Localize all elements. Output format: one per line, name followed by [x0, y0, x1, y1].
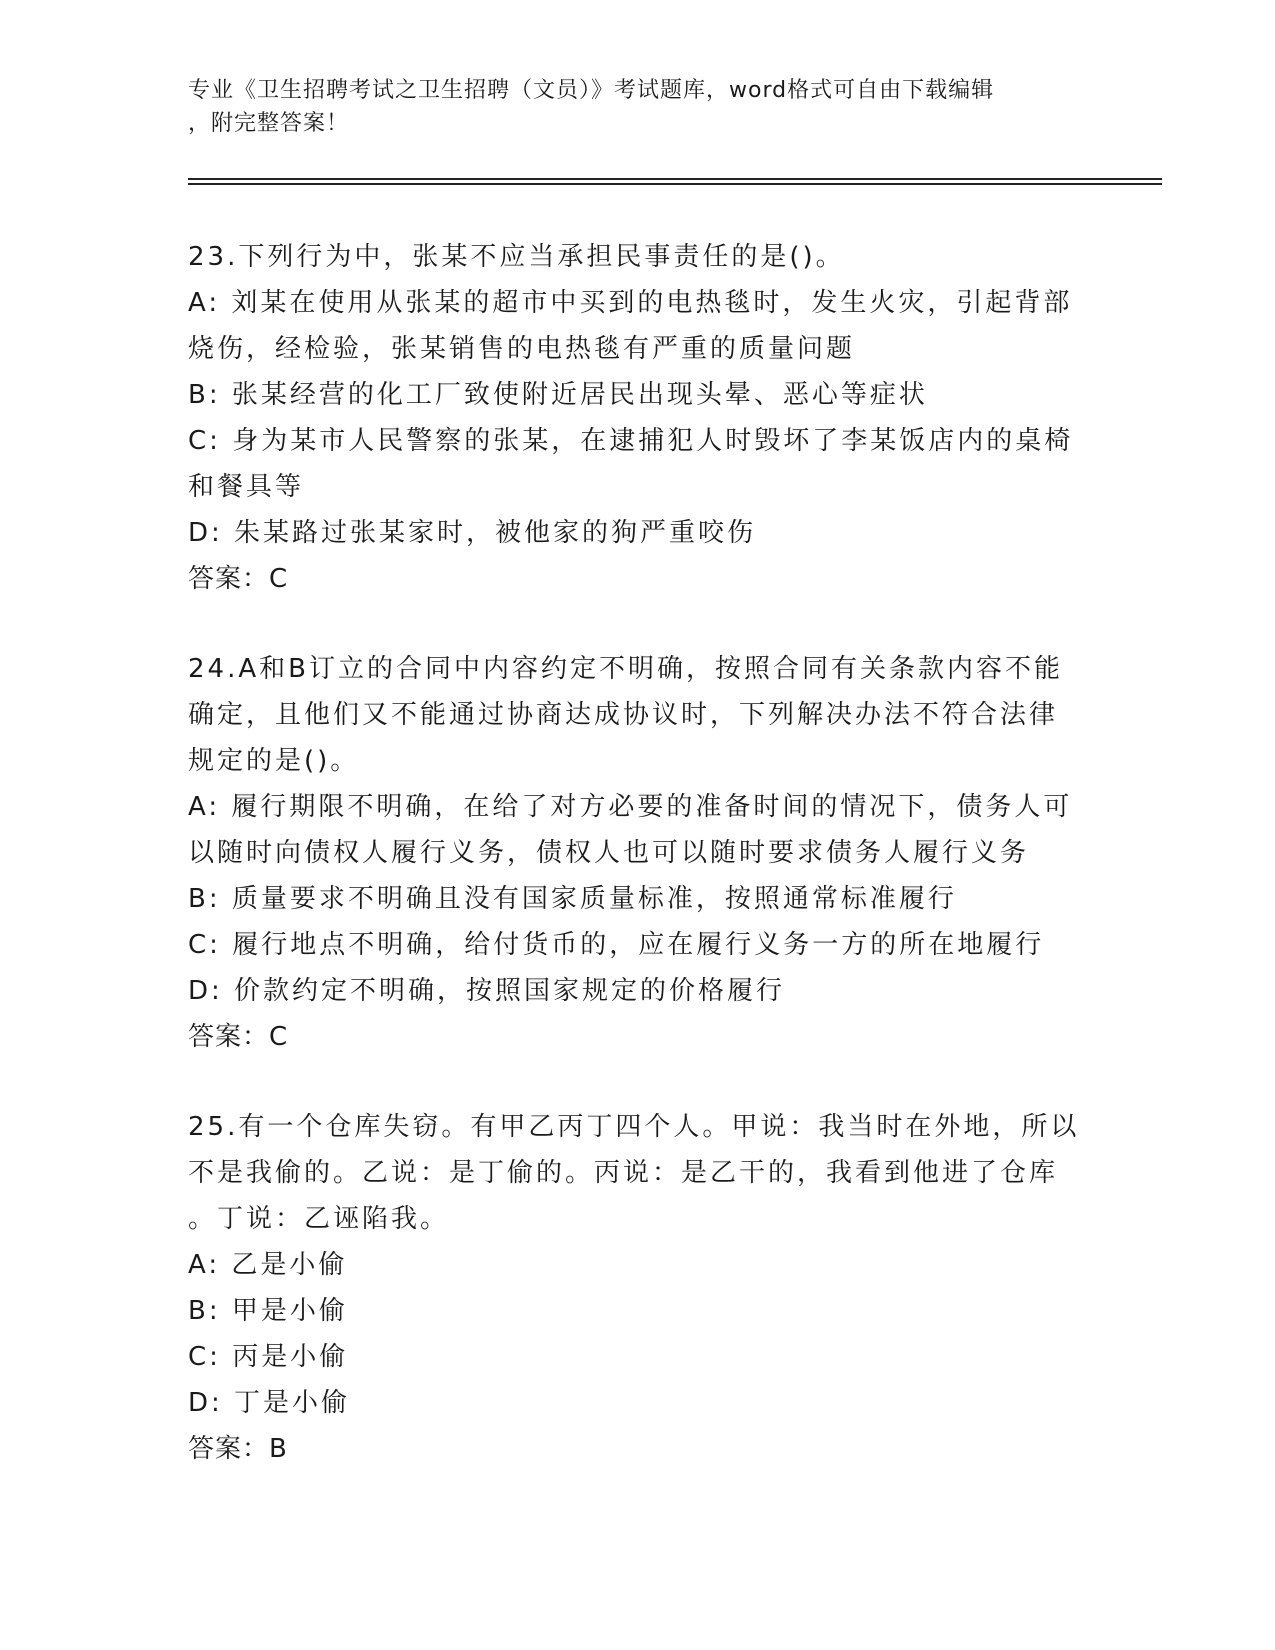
option-text: 履行期限不明确，在给了对方必要的准备时间的情况下，债务人可	[231, 792, 1073, 822]
option-text: 张某经营的化工厂致使附近居民出现头晕、恶心等症状	[231, 380, 928, 410]
option-letter: B:	[188, 1296, 221, 1326]
document-header	[188, 74, 1088, 140]
option-b	[188, 1288, 1088, 1334]
header-rule-bottom	[188, 183, 1162, 185]
option-letter: D:	[188, 1388, 223, 1418]
option-text: 质量要求不明确且没有国家质量标准，按照通常标准履行	[231, 884, 957, 914]
option-text-continued: 和餐具等	[188, 472, 305, 502]
question-list	[188, 234, 1088, 1516]
option-text: 价款约定不明确，按照国家规定的价格履行	[234, 976, 786, 1006]
option-a	[188, 280, 1088, 372]
question-stem-continued: 。丁说：乙诬陷我。	[188, 1204, 450, 1234]
option-letter: C:	[188, 426, 221, 456]
option-text: 丁是小偷	[234, 1388, 351, 1418]
question-23	[188, 234, 1088, 602]
answer-label: 答案：C	[188, 1022, 289, 1052]
option-letter: B:	[188, 884, 221, 914]
option-d	[188, 968, 1088, 1014]
question-stem: 24.A和B订立的合同中内容约定不明确，按照合同有关条款内容不能	[188, 654, 1063, 684]
option-text: 甲是小偷	[231, 1296, 348, 1326]
question-24	[188, 646, 1088, 1060]
option-text: 刘某在使用从张某的超市中买到的电热毯时，发生火灾，引起背部	[231, 288, 1073, 318]
option-c	[188, 418, 1088, 510]
option-a	[188, 1242, 1088, 1288]
option-letter: C:	[188, 930, 221, 960]
question-stem-continued: 确定，且他们又不能通过协商达成协议时，下列解决办法不符合法律	[188, 700, 1059, 730]
option-b	[188, 372, 1088, 418]
question-stem: 23.下列行为中，张某不应当承担民事责任的是()。	[188, 242, 845, 272]
option-text-continued: 烧伤，经检验，张某销售的电热毯有严重的质量问题	[188, 334, 856, 364]
question-25	[188, 1104, 1088, 1472]
option-text-continued: 以随时向债权人履行义务，债权人也可以随时要求债务人履行义务	[188, 838, 1030, 868]
option-letter: B:	[188, 380, 221, 410]
answer-label: 答案：C	[188, 564, 289, 594]
option-text: 乙是小偷	[231, 1250, 348, 1280]
header-line-2: ，附完整答案！	[188, 111, 350, 136]
option-text: 身为某市人民警察的张某，在逮捕犯人时毁坏了李某饭店内的桌椅	[232, 426, 1074, 456]
option-text: 丙是小偷	[232, 1342, 349, 1372]
option-letter: C:	[188, 1342, 221, 1372]
option-letter: A:	[188, 1250, 221, 1280]
option-c	[188, 922, 1088, 968]
header-line-1: 专业《卫生招聘考试之卫生招聘（文员）》考试题库，word格式可自由下载编辑	[188, 78, 995, 103]
option-letter: D:	[188, 518, 223, 548]
option-d	[188, 1380, 1088, 1426]
header-rule-top	[188, 178, 1162, 180]
question-stem-continued: 规定的是()。	[188, 746, 360, 776]
answer-label: 答案：B	[188, 1434, 288, 1464]
question-stem-continued: 不是我偷的。乙说：是丁偷的。丙说：是乙干的，我看到他进了仓库	[188, 1158, 1059, 1188]
option-b	[188, 876, 1088, 922]
option-text: 履行地点不明确，给付货币的，应在履行义务一方的所在地履行	[232, 930, 1045, 960]
option-c	[188, 1334, 1088, 1380]
option-letter: A:	[188, 288, 221, 318]
option-letter: D:	[188, 976, 223, 1006]
option-letter: A:	[188, 792, 221, 822]
option-a	[188, 784, 1088, 876]
question-stem: 25.有一个仓库失窃。有甲乙丙丁四个人。甲说：我当时在外地，所以	[188, 1112, 1080, 1142]
option-d	[188, 510, 1088, 556]
option-text: 朱某路过张某家时，被他家的狗严重咬伤	[234, 518, 757, 548]
